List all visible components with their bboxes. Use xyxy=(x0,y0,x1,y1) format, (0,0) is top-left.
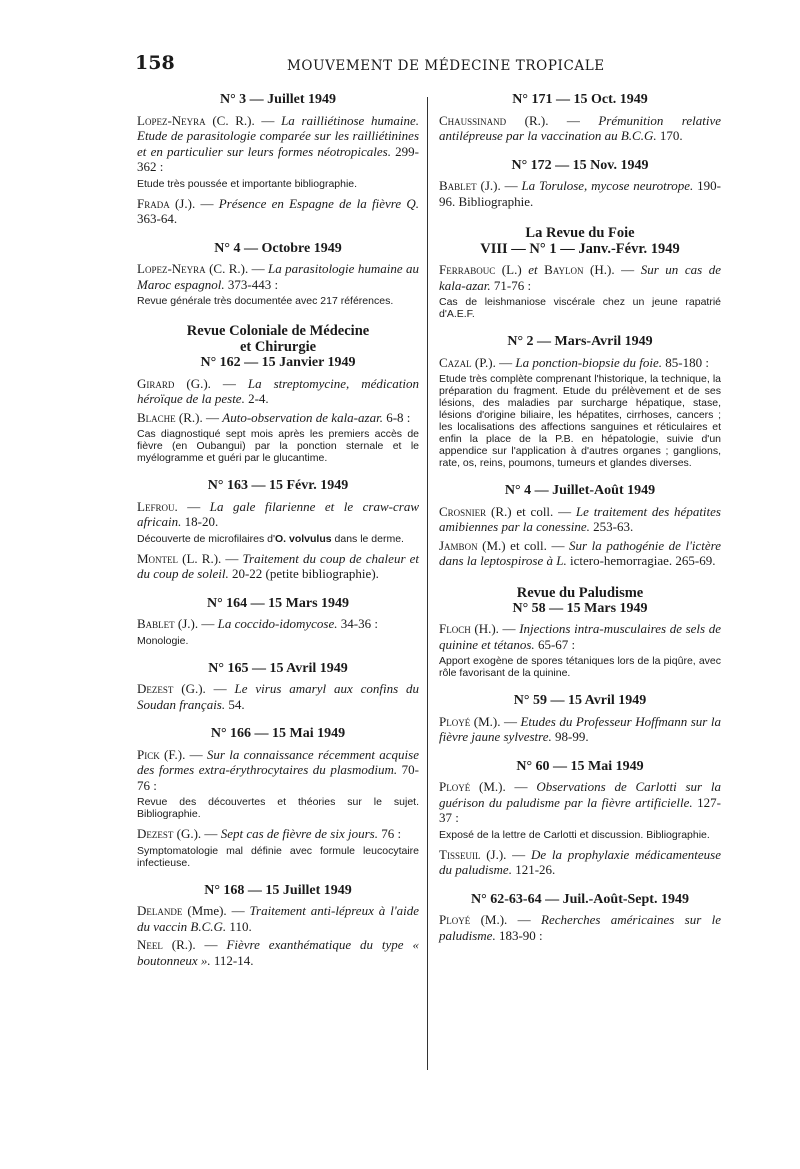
author: Lefrou xyxy=(137,498,175,514)
article-title: Traitement du coup de chaleur et du coup de soleil. xyxy=(137,550,419,581)
bibliography-entry: Bablet (J.). — La coccido-idomycose. 34-36 : xyxy=(137,616,378,631)
abstract-note: Apport exogène de spores tétaniques lors de la piqûre, avec rôle favorisant de la quinine. xyxy=(439,655,721,679)
abstract-note: Revue des découvertes et théories sur le sujet. Bibliographie. xyxy=(137,796,419,820)
pages: 112-14. xyxy=(210,952,254,968)
pages: 299-362 : xyxy=(137,143,419,174)
pages: 76 : xyxy=(377,826,402,841)
article-title: Observations de Carlotti sur la guérison du paludisme par la fièvre artificielle. xyxy=(439,779,721,810)
author: Baylon xyxy=(544,262,584,277)
bibliography-entry: Bablet (J.). — La Torulose, mycose neurotrope. 190-96. Bibliographie. xyxy=(439,178,721,209)
article-title: Auto-observation de kala-azar. xyxy=(222,409,383,425)
bibliography-entry: Girard (G.). — La streptomycine, médication héroïque de la peste. 2-4. xyxy=(137,375,420,406)
bibliography-entry: Floch (H.). — Injections intra-musculaires de sels de quinine et tétanos. 65-67 : xyxy=(439,621,722,652)
journal-issue-line: VIII — N° 1 — Janv.-Févr. 1949 xyxy=(480,241,680,257)
issue-heading: N° 3 — Juillet 1949 xyxy=(219,92,337,107)
author: Tisseuil xyxy=(439,846,481,862)
article-title: Sur la pathogénie de l'ictère dans la leptospirose à L. xyxy=(439,537,721,568)
abstract-note: Etude très poussée et importante bibliographie. xyxy=(137,177,358,190)
author: Girard xyxy=(137,375,175,391)
author: Cazal xyxy=(439,354,472,370)
journal-title-line2: et Chirurgie xyxy=(239,339,317,355)
author: Ployé xyxy=(439,713,471,729)
bibliography-entry: Cazal (P.). — La ponction-biopsie du foie. 85-180 : xyxy=(439,354,709,370)
article-title: Recherches américaines sur le paludisme. xyxy=(439,912,722,943)
author: Lopez-Neyra xyxy=(137,112,206,128)
abstract-note: Etude très complète comprenant l'historique, la technique, la préparation du fragment. Etude du prélèvement et de ses lésions, des maladies par surcharge hépatique, stase, lésions d'origine biliaire, les hépatites, cirrhoses, cancers ; les localisations des affections sanguines et réticulaires et enfin la place de la P.B. en hépatologie, suivie d'un appendice sur l'application à d'autres organes ; ganglions, rate, os, reins, poumons, tumeurs et glandes diverses. xyxy=(439,373,721,469)
article-title: Le traitement des hépatites amibiennes par la conessine. xyxy=(439,503,721,534)
issue-heading: N° 171 — 15 Oct. 1949 xyxy=(512,92,648,107)
pages: 190-96. Bibliographie. xyxy=(439,178,721,209)
article-title: La coccido-idomycose. xyxy=(217,616,338,631)
issue-heading: N° 164 — 15 Mars 1949 xyxy=(206,595,350,611)
bibliography-entry: Ferrabouc (L.) et Baylon (H.). — Sur un cas de kala-azar. 71-76 : xyxy=(439,262,722,293)
article-title: La Torulose, mycose neurotrope. xyxy=(521,178,694,193)
bibliography-entry: Lefrou. — La gale filarienne et le craw-craw africain. 18-20. xyxy=(137,498,419,529)
article-title: La railliétinose humaine. Etude de parasitologie comparée sur les railliétinines et en particulier sur leurs formes néotropicales. xyxy=(137,112,419,159)
article-title: La streptomycine, médication héroïque de la peste. xyxy=(137,375,420,406)
author: Floch xyxy=(439,621,471,636)
article-title: La parasitologie humaine au Maroc espagnol. xyxy=(137,261,419,292)
pages: 20-22 (petite bibliographie). xyxy=(228,566,379,581)
issue-heading: N° 166 — 15 Mai 1949 xyxy=(210,726,346,741)
issue-heading: N° 163 — 15 Févr. 1949 xyxy=(207,478,349,493)
issue-heading: N° 162 — 15 Janvier 1949 xyxy=(200,355,356,370)
article-title: Prémunition relative antilépreuse par la vaccination au B.C.G. xyxy=(439,112,721,143)
bibliography-entry: Pick (F.). — Sur la connaissance récemment acquise des formes extra-érythrocytaires du plasmodium. 70-76 : xyxy=(137,746,419,793)
issue-heading: N° 4 — Juillet-Août 1949 xyxy=(504,483,656,498)
pages: 54. xyxy=(225,696,245,712)
article-title: Fièvre exanthématique du type « boutonneux ». xyxy=(137,937,419,968)
bibliography-entry: Jambon (M.) et coll. — Sur la pathogénie de l'ictère dans la leptospirose à L. ictero-hemorragiae. 265-69. xyxy=(439,537,721,568)
author: Bablet xyxy=(439,178,477,193)
article-title: Sur un cas de kala-azar. xyxy=(439,262,722,293)
bibliography-entry: Ployé (M.). — Recherches américaines sur le paludisme. 183-90 : xyxy=(439,912,722,943)
pages: 85-180 : xyxy=(661,354,709,370)
issue-heading: N° 58 — 15 Mars 1949 xyxy=(512,600,648,616)
journal-title: Revue Coloniale de Médecine xyxy=(186,323,370,339)
pages: 363-64. xyxy=(137,211,178,226)
author: Bablet xyxy=(137,616,175,631)
issue-heading: N° 172 — 15 Nov. 1949 xyxy=(511,157,649,173)
pages: 6-8 : xyxy=(382,409,411,425)
journal-section xyxy=(439,585,721,944)
article-title: Etudes du Professeur Hoffmann sur la fièvre jaune sylvestre. xyxy=(439,713,721,744)
page-number: 158 xyxy=(135,52,175,74)
author: Ployé xyxy=(439,779,471,794)
issue-heading: N° 59 — 15 Avril 1949 xyxy=(513,693,647,708)
bibliography-entry: Neel (R.). — Fièvre exanthématique du type « boutonneux ». 112-14. xyxy=(137,937,419,968)
author: Dezest xyxy=(137,681,174,696)
author: Frada xyxy=(137,195,170,211)
bibliography-entry: Ployé (M.). — Observations de Carlotti sur la guérison du paludisme par la fièvre artificielle. 127-37 : xyxy=(439,779,721,825)
bibliography-entry: Lopez-Neyra (C. R.). — La parasitologie humaine au Maroc espagnol. 373-443 : xyxy=(137,261,419,292)
bibliography-entry: Dezest (G.). — Sept cas de fièvre de six jours. 76 : xyxy=(137,826,402,841)
pages: 373-443 : xyxy=(224,276,279,292)
abstract-note: Exposé de la lettre de Carlotti et discussion. Bibliographie. xyxy=(439,828,710,841)
pages: 170. xyxy=(656,128,683,143)
abstract-note: Découverte de microfilaires d'O. volvulus dans le derme. xyxy=(137,532,404,545)
issue-heading: N° 165 — 15 Avril 1949 xyxy=(208,660,348,676)
pages: 127-37 : xyxy=(439,794,721,825)
bibliography-entry: Blache (R.). — Auto-observation de kala-azar. 6-8 : xyxy=(137,409,411,425)
issue-heading: N° 4 — Octobre 1949 xyxy=(214,240,342,256)
journal-section xyxy=(137,323,419,968)
bibliography-entry: Ployé (M.). — Etudes du Professeur Hoffmann sur la fièvre jaune sylvestre. 98-99. xyxy=(439,713,721,744)
journal-title: Revue du Paludisme xyxy=(516,584,644,601)
author: Pick xyxy=(137,746,160,762)
bibliography-entry: Lopez-Neyra (C. R.). — La railliétinose humaine. Etude de parasitologie comparée sur les railliétinines et en particulier sur leurs formes néotropicales. 299-362 : xyxy=(137,112,419,174)
pages: 2-4. xyxy=(244,391,269,406)
bibliography-entry: Tisseuil (J.). — De la prophylaxie médicamenteuse du paludisme. 121-26. xyxy=(439,846,721,877)
abstract-note: Symptomatologie mal définie avec formule leucocytaire infectieuse. xyxy=(137,844,419,869)
author: Montel xyxy=(137,550,179,566)
bibliography-entry: Dezest (G.). — Le virus amaryl aux confins du Soudan français. 54. xyxy=(137,681,419,712)
author: Ployé xyxy=(439,912,471,927)
journal-title: La Revue du Foie xyxy=(525,225,635,241)
article-title: De la prophylaxie médicamenteuse du paludisme. xyxy=(439,846,721,877)
bibliography-entry: Montel (L. R.). — Traitement du coup de chaleur et du coup de soleil. 20-22 (petite bibliographie). xyxy=(137,550,419,581)
article-title: Sur la connaissance récemment acquise des formes extra-érythrocytaires du plasmodium. xyxy=(137,746,419,777)
bibliography-entry: Frada (J.). — Présence en Espagne de la fièvre Q. 363-64. xyxy=(137,195,420,226)
pages: 34-36 : xyxy=(337,616,378,631)
left-column xyxy=(137,90,419,971)
author: Neel xyxy=(137,937,163,952)
article-title: Injections intra-musculaires de sels de quinine et tétanos. xyxy=(439,621,722,652)
abstract-note: Cas diagnostiqué sept mois après les premiers accès de fièvre (en Oubangui) par la ponction sternale et le myélogramme et guéri par le glucantime. xyxy=(137,428,419,464)
pages: 121-26. xyxy=(511,862,556,877)
article-title: La ponction-biopsie du foie. xyxy=(515,354,662,370)
right-column xyxy=(439,90,721,946)
author: Chaussinand xyxy=(439,112,507,128)
article-title: Sept cas de fièvre de six jours. xyxy=(220,826,378,841)
author: Ferrabouc xyxy=(439,262,496,277)
article-title: La gale filarienne et le craw-craw africain. xyxy=(137,498,419,529)
bibliography-entry: Crosnier (R.) et coll. — Le traitement des hépatites amibiennes par la conessine. 253-63. xyxy=(439,503,721,534)
article-title: Traitement anti-lépreux à l'aide du vaccin B.C.G. xyxy=(137,903,419,934)
author: Blache xyxy=(137,409,176,425)
bibliography-entry: Chaussinand (R.). — Prémunition relative antilépreuse par la vaccination au B.C.G. 170. xyxy=(439,112,721,143)
author: Lopez-Neyra xyxy=(137,261,206,276)
author: Jambon xyxy=(439,537,478,553)
running-title: MOUVEMENT DE MÉDECINE TROPICALE xyxy=(287,58,605,74)
issue-heading: N° 2 — Mars-Avril 1949 xyxy=(507,334,653,349)
issue-heading: N° 62-63-64 — Juil.-Août-Sept. 1949 xyxy=(471,891,689,907)
journal-section xyxy=(439,225,721,569)
author: Dezest xyxy=(137,826,174,841)
pages: 65-67 : xyxy=(534,636,576,652)
pages: 110. xyxy=(226,918,252,934)
issue-heading: N° 168 — 15 Juillet 1949 xyxy=(204,882,352,898)
abstract-note: Cas de leishmaniose viscérale chez un jeune rapatrié d'A.E.F. xyxy=(439,296,721,320)
abstract-note: Revue générale très documentée avec 217 références. xyxy=(137,295,394,307)
bibliography-entry: Delande (Mme). — Traitement anti-lépreux à l'aide du vaccin B.C.G. 110. xyxy=(137,903,419,934)
article-title: Le virus amaryl aux confins du Soudan français. xyxy=(137,681,419,712)
article-title: Présence en Espagne de la fièvre Q. xyxy=(218,195,420,211)
issue-heading: N° 60 — 15 Mai 1949 xyxy=(516,758,644,774)
abstract-note: Monologie. xyxy=(137,634,189,647)
pages: 253-63. xyxy=(589,519,634,534)
author: Delande xyxy=(137,903,183,918)
pages: 183-90 : xyxy=(495,927,543,943)
pages: ictero-hemorragiae. 265-69. xyxy=(566,553,716,568)
author: Crosnier xyxy=(439,503,487,519)
pages: 18-20. xyxy=(181,514,219,529)
column-divider xyxy=(427,97,428,1070)
pages: 70-76 : xyxy=(137,762,419,793)
pages: 98-99. xyxy=(551,729,589,744)
species-name: O. volvulus xyxy=(274,532,332,545)
pages: 71-76 : xyxy=(490,277,532,293)
